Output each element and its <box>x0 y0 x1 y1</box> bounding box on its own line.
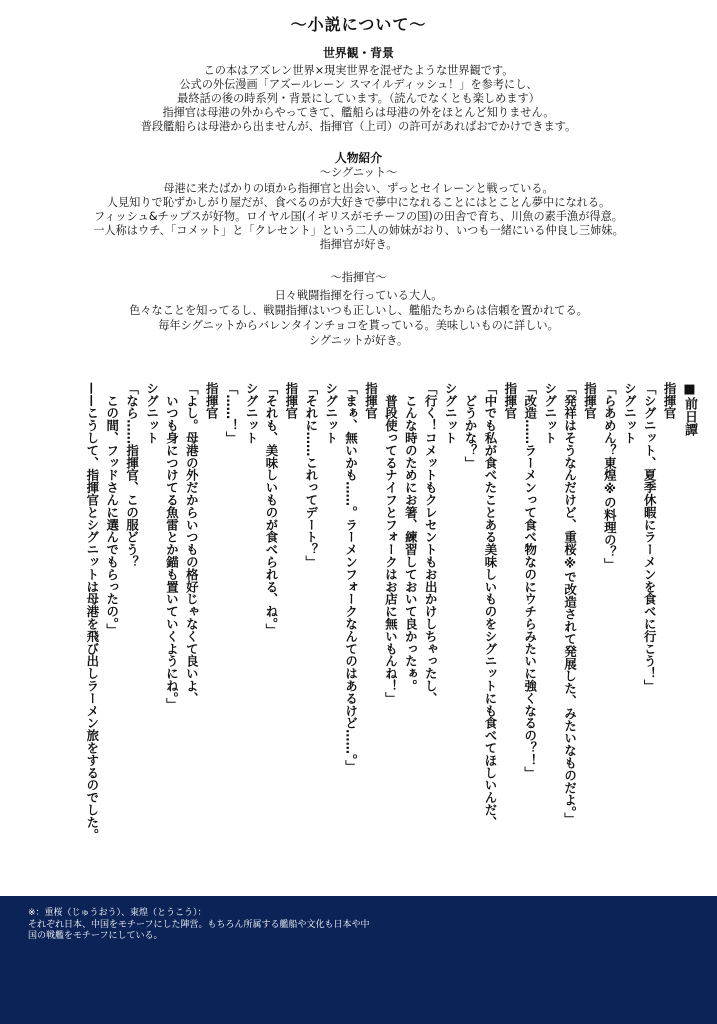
story-line: 「……！」 <box>224 382 240 444</box>
story-line: 「まぁ、無いかも……。ラーメンフォークなんてのはあるけど……。」 <box>343 382 359 773</box>
footnote-panel <box>0 896 717 1024</box>
commander-line: 日々戦闘指揮を行っている大人。 <box>274 289 443 302</box>
world-line: 公式の外伝漫画「アズールレーン スマイルディッシュ！」を参考にし、 <box>179 78 538 91</box>
story-line: いつも身につけてる魚雷とか錨も置いていくようにね。」 <box>164 382 180 711</box>
story-line: 指揮官 <box>582 382 598 420</box>
commander-line: シグニットが好き。 <box>308 334 409 347</box>
cygnet-line: 母港に来たばかりの頃から指揮官と出会い、ずっとセイレーンと戦っている。 <box>163 182 554 195</box>
world-heading: 世界観・背景 <box>323 46 394 60</box>
story-line: ——こうして、指揮官とシグニットは母港を飛び出しラーメン旅をするのでした。 <box>84 382 100 841</box>
cygnet-line: 一人称はウチ、「コメット」と「クレセント」という二人の姉妹がおり、いつも一緒にいる仲良し三姉妹。 <box>93 224 624 237</box>
story-line: 「らあめん？東煌※の料理の？」 <box>602 382 618 571</box>
story-line: 「中でも私が食べたことある美味しいものをシグニットにも食べてほしいんだ、 <box>482 382 498 829</box>
story-line: 指揮官 <box>662 382 678 420</box>
story-line: 「よし。母港の外だからいつもの格好じゃなくて良いよ、 <box>184 382 200 705</box>
characters-heading: 人物紹介 <box>334 151 383 165</box>
story-line: 「行く！コメットもクレセントもお出かけしちゃったし、 <box>423 382 439 705</box>
story-line: 指揮官 <box>204 382 220 420</box>
story-line: どうかな？」 <box>463 382 479 469</box>
commander-line: 色々なことを知ってるし、戦闘指揮はいつも正しいし、艦船たちからは信頼を置かれてる。 <box>129 304 588 317</box>
footnote-line: 国の戦艦をモチーフにしている。 <box>28 931 163 941</box>
world-line: この本はアズレン世界×現実世界を混ぜたような世界観です。 <box>203 64 514 77</box>
story-line: 「それに……これってデート？」 <box>303 382 319 568</box>
cygnet-line: 人見知りで恥ずかしがり屋だが、食べるのが大好きで夢中になれることにはとことん夢中になれる。 <box>106 196 611 209</box>
story-line: 「シグニット、夏季休暇にラーメンを食べに行こう！」 <box>642 382 658 692</box>
cygnet-subheading: 〜シグニット〜 <box>319 166 398 179</box>
story-line: シグニット <box>443 382 459 444</box>
story-heading: ■前日譚 <box>682 382 697 436</box>
cygnet-line: 指揮官が好き。 <box>319 238 398 251</box>
commander-line: 毎年シグニットからバレンタインチョコを貰っている。美味しいものに詳しい。 <box>158 319 559 332</box>
story-line: 「なら……指揮官、この服どう？ <box>124 382 140 568</box>
story-line: 指揮官 <box>502 382 518 420</box>
story-line: シグニット <box>244 382 260 444</box>
page-title: 〜小説について〜 <box>290 15 427 34</box>
commander-subheading: 〜指揮官〜 <box>330 271 387 284</box>
story-line: シグニット <box>622 382 638 444</box>
world-line: 最終話の後の時系列・背景にしています。（読んでなくとも楽しめます） <box>177 92 540 105</box>
world-line: 指揮官は母港の外からやってきて、艦船らは母港の外をほとんど知りません。 <box>162 106 555 119</box>
footnote-line: ※：重桜（じゅうおう）、東煌（とうこう）： <box>28 908 207 918</box>
story-line: 「改造……ラーメンって食べ物なのにウチらみたいに強くなるの？！」 <box>522 382 538 779</box>
story-line: この間、フッドさんに選んでもらったの。」 <box>104 382 120 637</box>
story-line: シグニット <box>323 382 339 444</box>
story-line: 指揮官 <box>283 382 299 420</box>
story-line: シグニット <box>144 382 160 444</box>
story-line: 「発祥はそうなんだけど、重桜※で改造されて発展した、みたいなものだよ。」 <box>562 382 578 825</box>
footnote-line: それぞれ日本、中国をモチーフにした陣営。もちろん所属する艦船や文化も日本や中 <box>28 920 370 930</box>
cygnet-line: フィッシュ&チップスが好物。ロイヤル国(イギリスがモチーフの国)の田舎で育ち、川魚の素手漁が得意。 <box>94 210 623 223</box>
story-line: こんな時のためにお箸、練習しておいて良かったぁ。 <box>403 382 419 692</box>
story-line: シグニット <box>542 382 558 444</box>
story-line: 指揮官 <box>363 382 379 420</box>
story-line: 普段使ってるナイフとフォークはお店に無いもんね！」 <box>383 382 399 705</box>
prequel-story <box>0 382 699 882</box>
story-line: 「それも、美味しいものが食べられる、ね。」 <box>263 382 279 637</box>
world-line: 普段艦船らは母港から出ませんが、指揮官（上司）の許可があればおでかけできます。 <box>140 120 577 133</box>
